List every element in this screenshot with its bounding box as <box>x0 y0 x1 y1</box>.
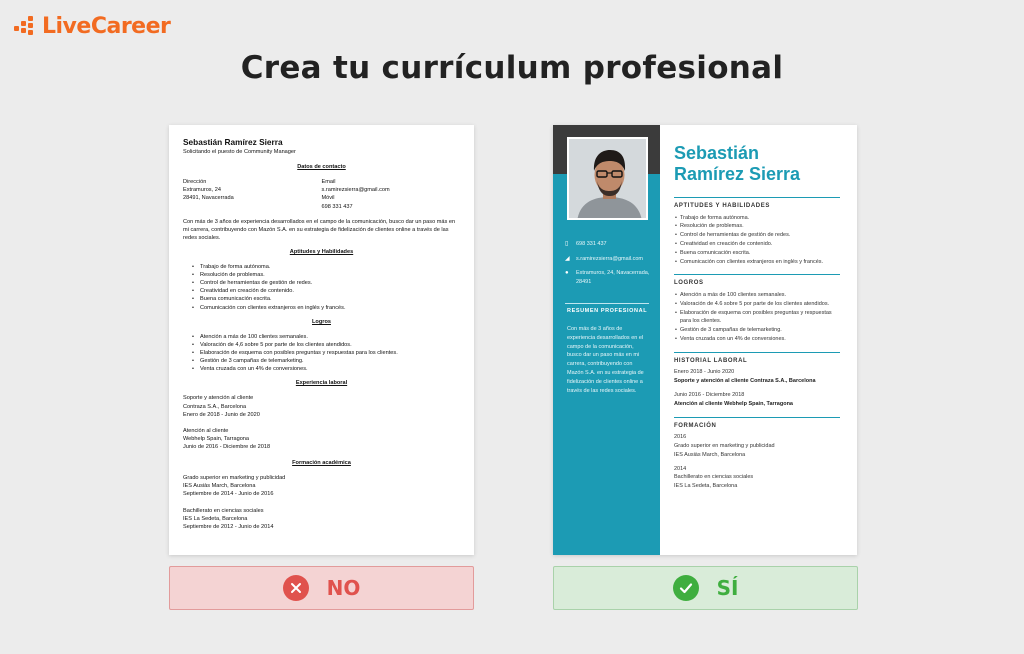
list-item: • Creatividad en creación de contenido. <box>680 240 840 249</box>
contact-heading: Datos de contacto <box>297 164 346 171</box>
school: IES La Sedeta, Barcelona <box>674 483 738 490</box>
brand-name: LiveCareer <box>42 14 171 39</box>
sidebar-contact <box>565 240 653 292</box>
list-item: • Atención a más de 100 clientes semanales. <box>680 291 840 300</box>
list-item: • Venta cruzada con un 4% de conversiones. <box>680 335 840 344</box>
education-entry <box>674 433 840 459</box>
summary-heading: RESUMEN PROFESIONAL <box>567 308 648 314</box>
experience-entry <box>183 427 460 451</box>
list-item: • Comunicación con clientes extranjeros en inglés y francés. <box>680 258 840 267</box>
list-item: • Gestión de 3 campañas de telemarketing. <box>680 326 840 335</box>
skills-heading: Aptitudes y Habilidades <box>289 248 354 255</box>
list-item: • Creatividad en creación de contenido. <box>200 287 460 295</box>
list-item: • Elaboración de esquema con posibles preguntas y respuestas para los clientes. <box>680 309 840 327</box>
page-title: Crea tu currículum profesional <box>240 50 784 86</box>
list-item: • Control de herramientas de gestión de redes. <box>200 279 460 287</box>
list-item: • Buena comunicación escrita. <box>200 295 460 303</box>
list-item: • Valoración de 4.6 sobre 5 por parte de los clientes atendidos. <box>680 300 840 309</box>
phone-icon: ▯ <box>565 241 569 247</box>
job-title: Soporte y atención al cliente Contraza S.A., Barcelona <box>674 378 816 385</box>
school: IES La Sedeta, Barcelona <box>183 515 248 522</box>
section-title: APTITUDES Y HABILIDADES <box>674 203 770 210</box>
list-item: • Atención a más de 100 clientes semanales. <box>200 333 460 341</box>
education-entry <box>674 465 840 491</box>
verdict-yes-banner <box>553 566 858 610</box>
job-title: Atención al cliente <box>183 427 229 434</box>
address-line: Extramuros, 24 <box>183 187 221 194</box>
send-icon: ◢ <box>565 255 570 262</box>
brand-logo[interactable] <box>14 14 170 39</box>
address-label: Dirección <box>183 179 207 186</box>
address-line: 28491, Navacerrada <box>183 195 234 202</box>
list-item: • Venta cruzada con un 4% de conversiones. <box>200 365 460 373</box>
study-dates: Septiembre de 2014 - Junio de 2016 <box>183 491 274 498</box>
x-circle-icon <box>283 575 309 601</box>
phone-value: 698 331 437 <box>576 241 607 247</box>
degree: Bachillerato en ciencias sociales <box>674 474 754 481</box>
job-dates: Junio de 2016 - Diciembre de 2018 <box>183 444 271 451</box>
study-year: 2014 <box>674 465 687 472</box>
email-value: s.ramirezsierra@gmail.com <box>321 187 390 194</box>
job-company: Webhelp Spain, Tarragona <box>183 435 250 442</box>
plain-resume-example <box>169 125 474 555</box>
list-item: • Resolución de problemas. <box>680 222 840 231</box>
verdict-yes-label: SÍ <box>716 576 739 600</box>
email-value: s.ramirezsierra@gmail.com <box>576 255 644 262</box>
experience-entry <box>183 394 460 418</box>
phone-label: Móvil <box>321 195 335 202</box>
skills-list <box>183 263 460 312</box>
list-item: • Buena comunicación escrita. <box>680 249 840 258</box>
address-value: Extramuros, 24, Navacerrada, 28491 <box>576 270 650 285</box>
verdict-no-label: NO <box>326 576 361 600</box>
resume-main-column <box>674 143 840 499</box>
resume-name <box>674 143 840 185</box>
school: IES Ausiàs March, Barcelona <box>183 483 256 490</box>
section-title: LOGROS <box>674 280 704 287</box>
list-item: • Gestión de 3 campañas de telemarketing. <box>200 357 460 365</box>
livecareer-logo-icon <box>14 16 36 38</box>
section-title: HISTORIAL LABORAL <box>674 357 748 364</box>
resume-name: Sebastián Ramírez Sierra <box>183 137 283 147</box>
location-pin-icon: ● <box>565 270 569 277</box>
designed-resume-example <box>553 125 857 555</box>
job-title: Soporte y atención al cliente <box>183 395 254 402</box>
education-entry <box>183 474 460 498</box>
achievements-heading: Logros <box>312 318 331 325</box>
summary-text: Con más de 3 años de experiencia desarrollados en el campo de la comunicación, busco dar un paso más en mi carrera, contribuyendo con Mazón S.A. en su estrategia de fidelización de clientes online a través de las redes sociales. <box>183 218 456 241</box>
section-title: FORMACIÓN <box>674 422 717 429</box>
study-dates: Septiembre de 2012 - Junio de 2014 <box>183 523 274 530</box>
email-label: Email <box>321 179 336 186</box>
list-item: • Trabajo de forma autónoma. <box>680 214 840 223</box>
verdict-no-banner <box>169 566 474 610</box>
list-item: • Valoración de 4,6 sobre 5 por parte de los clientes atendidos. <box>200 341 460 349</box>
resume-subtitle: Solicitando el puesto de Community Manager <box>183 148 296 155</box>
list-item: • Control de herramientas de gestión de redes. <box>680 231 840 240</box>
job-entry <box>674 391 840 409</box>
check-circle-icon <box>673 575 699 601</box>
profile-photo <box>567 137 648 220</box>
job-company: Contraza S.A., Barcelona <box>183 403 247 410</box>
education-section <box>674 417 840 491</box>
list-item: • Comunicación con clientes extranjeros en inglés y francés. <box>200 304 460 312</box>
list-item: • Trabajo de forma autónoma. <box>200 263 460 271</box>
job-entry <box>674 368 840 386</box>
degree: Grado superior en marketing y publicidad <box>183 475 286 482</box>
study-year: 2016 <box>674 434 687 441</box>
school: IES Ausiàs March, Barcelona <box>674 451 746 458</box>
degree: Grado superior en marketing y publicidad <box>674 443 775 450</box>
first-name: Sebastián <box>674 143 760 163</box>
last-name: Ramírez Sierra <box>674 164 801 185</box>
skills-section <box>674 197 840 266</box>
job-dates: Enero de 2018 - Junio de 2020 <box>183 411 260 418</box>
history-section <box>674 352 840 409</box>
achievements-section <box>674 274 840 343</box>
list-item: • Elaboración de esquema con posibles preguntas y respuestas para los clientes. <box>200 349 460 357</box>
education-heading: Formación académica <box>292 460 351 467</box>
achievements-list <box>183 333 460 374</box>
list-item: • Resolución de problemas. <box>200 271 460 279</box>
job-dates: Enero 2018 - Junio 2020 <box>674 369 735 376</box>
experience-heading: Experiencia laboral <box>295 380 348 387</box>
contact-block <box>183 178 460 210</box>
degree: Bachillerato en ciencias sociales <box>183 507 264 514</box>
phone-value: 698 331 437 <box>321 203 353 210</box>
resume-sidebar <box>553 125 660 555</box>
job-dates: Junio 2016 - Diciembre 2018 <box>674 392 745 399</box>
job-title: Atención al cliente Webhelp Spain, Tarragona <box>674 400 793 407</box>
summary-text: Con más de 3 años de experiencia desarrollados en el campo de la comunicación, busco dar un paso más en mi carrera, contribuyendo con Mazón S.A. en su estrategia de fidelización de clientes online a través de las redes sociales. <box>567 326 644 394</box>
education-entry <box>183 507 460 531</box>
divider <box>565 303 649 304</box>
